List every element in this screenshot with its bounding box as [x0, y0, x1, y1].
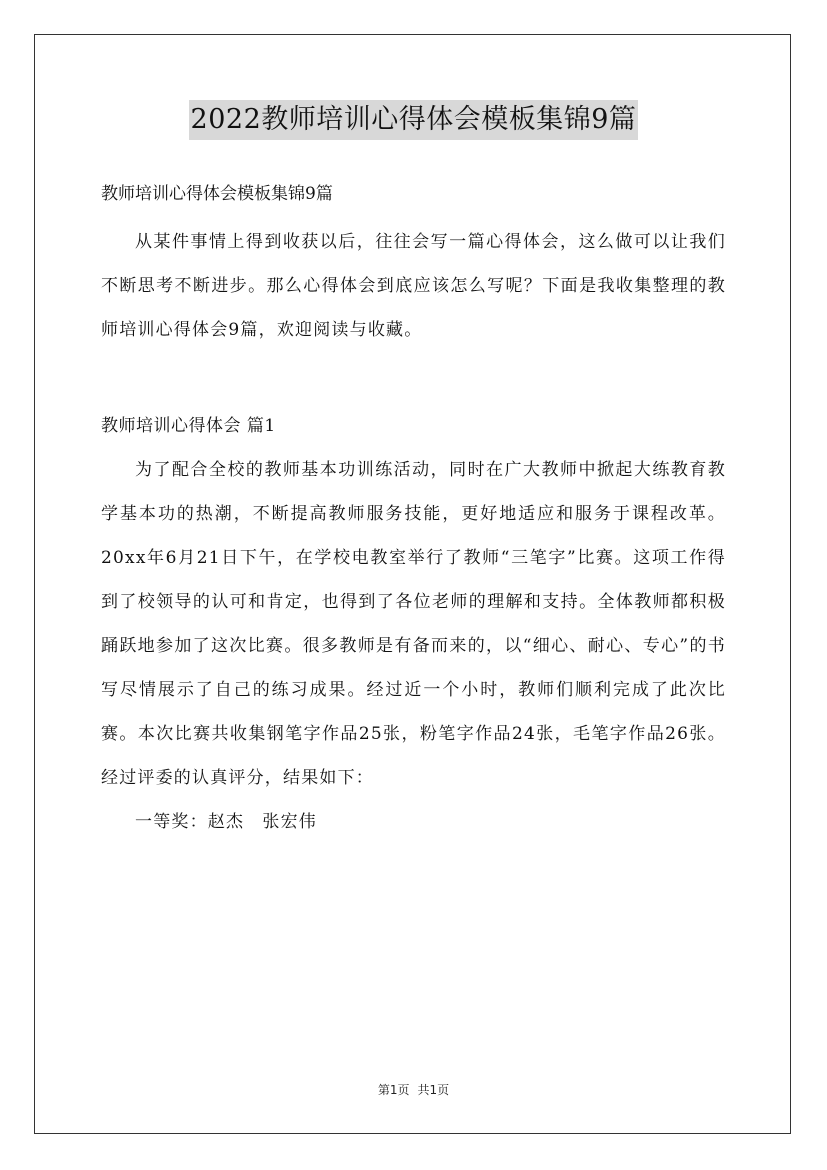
page-footer — [0, 1081, 827, 1098]
page-number: 第1页 — [377, 1083, 410, 1097]
section-1-heading: 教师培训心得体会 篇1 — [101, 416, 276, 436]
document-subtitle: 教师培训心得体会模板集锦9篇 — [101, 184, 333, 204]
section-1-paragraph: 为了配合全校的教师基本功训练活动，同时在广大教师中掀起大练教育教学基本功的热潮，不断提高教师服务技能，更好地适应和服务于课程改革。20xx年6月21日下午，在学校电教室举行了教师“三笔字”比赛。这项工作得到了校领导的认可和肯定，也得到了各位老师的理解和支持。全体教师都积极踊跃地参加了这次比赛。很多教师是有备而来的，以“细心、耐心、专心”的书写尽情展示了自己的练习成果。经过近一个小时，教师们顺利完成了此次比赛。本次比赛共收集钢笔字作品25张，粉笔字作品24张，毛笔字作品26张。经过评委的认真评分，结果如下： — [101, 460, 726, 788]
document-body — [101, 172, 726, 844]
intro-paragraph: 从某件事情上得到收获以后，往往会写一篇心得体会，这么做可以让我们不断思考不断进步。那么心得体会到底应该怎么写呢？下面是我收集整理的教师培训心得体会9篇，欢迎阅读与收藏。 — [101, 232, 726, 340]
document-title: 2022教师培训心得体会模板集锦9篇 — [189, 100, 639, 140]
page-total: 共1页 — [417, 1083, 450, 1097]
award-first-prize: 一等奖：赵杰 张宏伟 — [135, 812, 317, 832]
section-spacer — [101, 352, 726, 404]
title-container — [0, 100, 827, 140]
